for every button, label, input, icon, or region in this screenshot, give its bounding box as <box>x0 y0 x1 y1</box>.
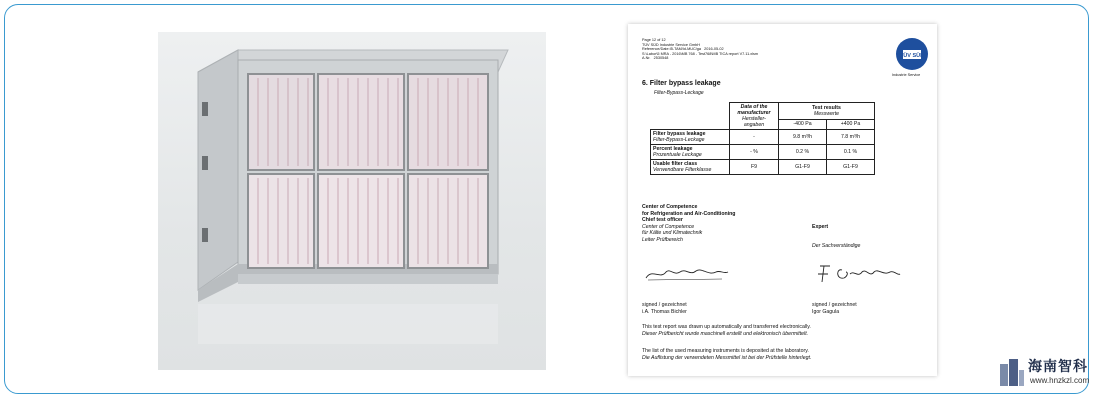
test-report-page <box>628 24 937 376</box>
table-row: Percent leakage Prozentuale Leckage - % 0.2 % 0.1 % <box>651 145 875 160</box>
tuv-logo-icon <box>896 38 928 70</box>
bypass-leakage-table <box>650 102 875 175</box>
signed-left: signed / gezeichnet i.A. Thomas Bichler <box>642 302 687 315</box>
right-signatory-block: Expert Der Sachverständige <box>812 224 861 249</box>
manufacturer-header: Data of the manufacturer Hersteller-angaben <box>730 103 779 130</box>
product-photo <box>158 32 546 370</box>
signed-right: signed / gezeichnet Igor Gagula <box>812 302 857 315</box>
table-corner <box>651 103 730 130</box>
filter-cell <box>318 174 404 268</box>
watermark-name: 海南智科 <box>1028 359 1088 375</box>
table-row: Filter bypass leakage Filter-Bypass-Leckage - 9.8 m³/h 7.8 m³/h <box>651 130 875 145</box>
pos-pressure-header: +400 Pa <box>827 119 875 129</box>
tuv-service-label: Industrie Service <box>892 73 921 77</box>
neg-pressure-header: -400 Pa <box>779 119 827 129</box>
watermark-logo <box>992 354 1092 390</box>
left-signatory-block: Center of Competence for Refrigeration and Air-Conditioning Chief test officer Center of Competence für Kälte und Klimatechnik Leiter Prüfbereich <box>642 204 736 243</box>
footer-note-2: The list of the used measuring instruments is deposited at the laboratory. Die Auflistung der verwendeten Messmittel ist bei der Prüfstelle hinterlegt. <box>642 348 812 361</box>
signature-left <box>642 262 732 284</box>
footer-note-1: This test report was drawn up automatically and transferred electronically. Dieser Prüfbericht wurde maschinell erstellt und elektronisch übermittelt. <box>642 324 811 337</box>
table-row: Usable filter class Verwendbare Filterklasse F9 G1-F9 G1-F9 <box>651 160 875 175</box>
section-title: 6. Filter bypass leakage <box>642 80 721 87</box>
results-header: Test results Messwerte <box>779 103 875 120</box>
watermark-url: www.hnzkzl.com <box>1030 376 1090 385</box>
filter-cell <box>318 74 404 170</box>
filter-unit-illustration <box>158 32 546 370</box>
tuv-logo <box>896 38 928 70</box>
building-logo-icon <box>996 356 1026 388</box>
section-subtitle: Filter-Bypass-Leckage <box>654 90 704 96</box>
report-header: Page 12 of 12 TÜV SÜD Industrie Service GmbH Reference/Date:I5-TAM/ld-MUC/ga 2016-05-02 S:\Labor\5 MRA - 2016\MB 768 - Test768\MB TICA report V7.11.xlsm A.Nr. 2530548 <box>642 38 759 61</box>
tuv-logo-text: TÜV SÜD <box>899 53 925 59</box>
signature-right <box>814 260 904 286</box>
